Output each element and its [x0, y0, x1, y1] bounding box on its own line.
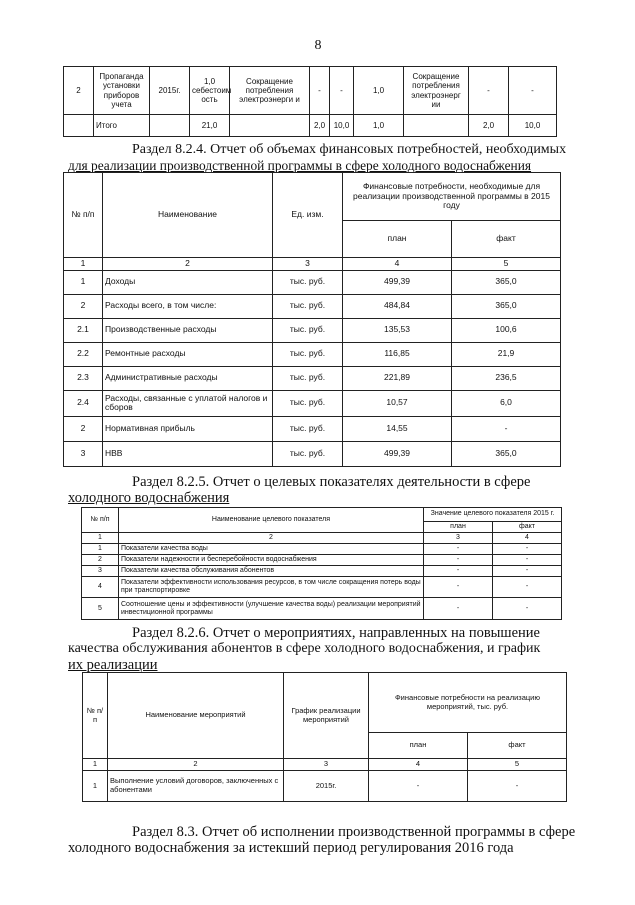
row-fact: -	[493, 555, 562, 566]
header-plan: план	[369, 733, 468, 759]
row-name: НВВ	[103, 441, 273, 466]
section-heading-line: Раздел 8.2.6. Отчет о мероприятиях, направленных на повышение	[132, 625, 540, 641]
row-plan: 499,39	[343, 270, 452, 294]
row-plan: 499,39	[343, 441, 452, 466]
row-plan: -	[424, 598, 493, 620]
column-number: 1	[82, 533, 119, 544]
row-plan: 116,85	[343, 342, 452, 366]
table-row	[82, 566, 562, 577]
header-unit: Ед. изм.	[273, 173, 343, 258]
table-row	[64, 318, 561, 342]
header-fact: факт	[468, 733, 567, 759]
section-83-heading	[68, 824, 576, 856]
row-number: 2.1	[64, 318, 103, 342]
row-name: Административные расходы	[103, 366, 273, 390]
section-heading-line: холодного водоснабжения за истекший период регулирования 2016 года	[68, 840, 514, 856]
row-name: Показатели качества воды	[119, 544, 424, 555]
row-name: Расходы всего, в том числе:	[103, 294, 273, 318]
row-name: Доходы	[103, 270, 273, 294]
header-num: № п/п	[83, 673, 108, 759]
measure-name: Пропаганда установки приборов учета	[94, 67, 150, 115]
header-num: № п/п	[82, 508, 119, 533]
cell-value: -	[509, 67, 557, 115]
row-plan: -	[424, 555, 493, 566]
header-fact: факт	[493, 522, 562, 533]
row-fact: -	[493, 598, 562, 620]
measure-cost: 1,0 себестоим ость	[190, 67, 230, 115]
row-fact: 100,6	[452, 318, 561, 342]
total-label: Итого	[94, 115, 150, 137]
row-name: Ремонтные расходы	[103, 342, 273, 366]
row-plan: -	[424, 544, 493, 555]
row-unit: тыс. руб.	[273, 318, 343, 342]
total-row	[64, 115, 557, 137]
header-fact: факт	[452, 221, 561, 258]
column-number: 2	[119, 533, 424, 544]
row-fact: 21,9	[452, 342, 561, 366]
row-number: 4	[82, 577, 119, 598]
table-row	[64, 294, 561, 318]
row-fact: -	[493, 544, 562, 555]
section-heading-line: холодного водоснабжения	[68, 490, 230, 506]
row-number: 2	[64, 294, 103, 318]
row-number: 2	[64, 416, 103, 441]
table-row	[64, 270, 561, 294]
row-name: Расходы, связанные с уплатой налогов и сборов	[103, 390, 273, 416]
row-fact: 236,5	[452, 366, 561, 390]
column-number: 3	[284, 759, 369, 771]
header-plan: план	[343, 221, 452, 258]
row-name: Показатели эффективности использования ресурсов, в том числе сокращения потерь воды при транспортировке	[119, 577, 424, 598]
row-name: Показатели качества обслуживания абонентов	[119, 566, 424, 577]
row-unit: тыс. руб.	[273, 366, 343, 390]
column-number: 1	[64, 258, 103, 271]
column-number: 1	[83, 759, 108, 771]
column-number: 4	[493, 533, 562, 544]
header-target-value: Значение целевого показателя 2015 г.	[424, 508, 562, 522]
table-row	[83, 771, 567, 802]
row-number: 1	[82, 544, 119, 555]
cell-value: 1,0	[354, 67, 404, 115]
row-unit: тыс. руб.	[273, 390, 343, 416]
section-826-heading	[68, 625, 573, 673]
total-value: 10,0	[509, 115, 557, 137]
row-unit: тыс. руб.	[273, 342, 343, 366]
column-number: 4	[343, 258, 452, 271]
header-schedule: График реализации мероприятий	[284, 673, 369, 759]
row-plan: 14,55	[343, 416, 452, 441]
measures-table-continuation	[63, 66, 557, 137]
header-financial-needs: Финансовые потребности, необходимые для реализации производственной программы в 2015 году	[343, 173, 561, 221]
row-plan: -	[369, 771, 468, 802]
row-number: 2	[82, 555, 119, 566]
row-unit: тыс. руб.	[273, 416, 343, 441]
column-number: 2	[108, 759, 284, 771]
row-unit: тыс. руб.	[273, 441, 343, 466]
row-fact: 6,0	[452, 390, 561, 416]
total-value: 10,0	[330, 115, 354, 137]
total-value: 1,0	[354, 115, 404, 137]
table-row	[64, 441, 561, 466]
target-indicators-table	[81, 507, 562, 620]
row-fact: -	[493, 566, 562, 577]
row-name: Нормативная прибыль	[103, 416, 273, 441]
table-row	[82, 544, 562, 555]
row-name: Выполнение условий договоров, заключенных с абонентами	[108, 771, 284, 802]
section-heading-line: их реализации	[68, 657, 158, 673]
cell-value: -	[330, 67, 354, 115]
cell-value: -	[469, 67, 509, 115]
row-fact: -	[452, 416, 561, 441]
service-measures-table	[82, 672, 567, 802]
section-heading-line: Раздел 8.2.4. Отчет об объемах финансовых потребностей, необходимых	[132, 142, 567, 157]
measure-effect-actual: Сокращение потребления электроэнерг ии	[404, 67, 469, 115]
header-name: Наименование мероприятий	[108, 673, 284, 759]
column-number: 2	[103, 258, 273, 271]
row-name: Соотношение цены и эффективности (улучшение качества воды) реализации мероприятий инвестиционной программы	[119, 598, 424, 620]
table-row	[64, 366, 561, 390]
row-plan: 484,84	[343, 294, 452, 318]
section-heading-line: Раздел 8.2.5. Отчет о целевых показателях деятельности в сфере	[132, 474, 531, 490]
section-heading-line: для реализации производственной программы в сфере холодного водоснабжения	[68, 158, 532, 173]
column-number: 5	[452, 258, 561, 271]
row-plan: 221,89	[343, 366, 452, 390]
row-fact: -	[468, 771, 567, 802]
row-name: Показатели надежности и бесперебойности водоснабжения	[119, 555, 424, 566]
column-number: 5	[468, 759, 567, 771]
row-name: Производственные расходы	[103, 318, 273, 342]
row-number: 1	[83, 771, 108, 802]
row-unit: тыс. руб.	[273, 270, 343, 294]
section-heading-line: Раздел 8.3. Отчет об исполнении производственной программы в сфере	[132, 824, 576, 840]
total-value: 2,0	[310, 115, 330, 137]
row-fact: 365,0	[452, 294, 561, 318]
column-number: 4	[369, 759, 468, 771]
row-number: 1	[64, 270, 103, 294]
financial-needs-table	[63, 172, 561, 467]
header-name: Наименование	[103, 173, 273, 258]
total-value: 2,0	[469, 115, 509, 137]
header-name: Наименование целевого показателя	[119, 508, 424, 533]
row-number: 3	[82, 566, 119, 577]
row-fact: 365,0	[452, 441, 561, 466]
row-number: 3	[64, 441, 103, 466]
table-row	[64, 416, 561, 441]
header-plan: план	[424, 522, 493, 533]
cell-value: -	[310, 67, 330, 115]
measure-effect: Сокращение потребления электроэнерги и	[230, 67, 310, 115]
row-plan: 135,53	[343, 318, 452, 342]
section-824-heading	[68, 142, 573, 174]
page-number: 8	[314, 38, 322, 53]
row-fact: 365,0	[452, 270, 561, 294]
column-number: 3	[424, 533, 493, 544]
row-fact: -	[493, 577, 562, 598]
row-number: 2.3	[64, 366, 103, 390]
row-plan: -	[424, 566, 493, 577]
row-plan: -	[424, 577, 493, 598]
table-row	[64, 67, 557, 115]
header-num: № п/п	[64, 173, 103, 258]
row-number: 2.2	[64, 342, 103, 366]
section-825-heading	[68, 474, 573, 506]
section-heading-line: качества обслуживания абонентов в сфере холодного водоснабжения, и график	[68, 641, 541, 656]
row-plan: 10,57	[343, 390, 452, 416]
row-number: 2.4	[64, 390, 103, 416]
total-cost: 21,0	[190, 115, 230, 137]
table-row	[82, 598, 562, 620]
header-financial-needs: Финансовые потребности на реализацию мероприятий, тыс. руб.	[369, 673, 567, 733]
table-row	[82, 555, 562, 566]
row-number: 5	[82, 598, 119, 620]
row-unit: тыс. руб.	[273, 294, 343, 318]
column-number: 3	[273, 258, 343, 271]
table-row	[82, 577, 562, 598]
row-schedule: 2015г.	[284, 771, 369, 802]
table-row	[64, 390, 561, 416]
table-row	[64, 342, 561, 366]
row-number: 2	[64, 67, 94, 115]
measure-year: 2015г.	[150, 67, 190, 115]
